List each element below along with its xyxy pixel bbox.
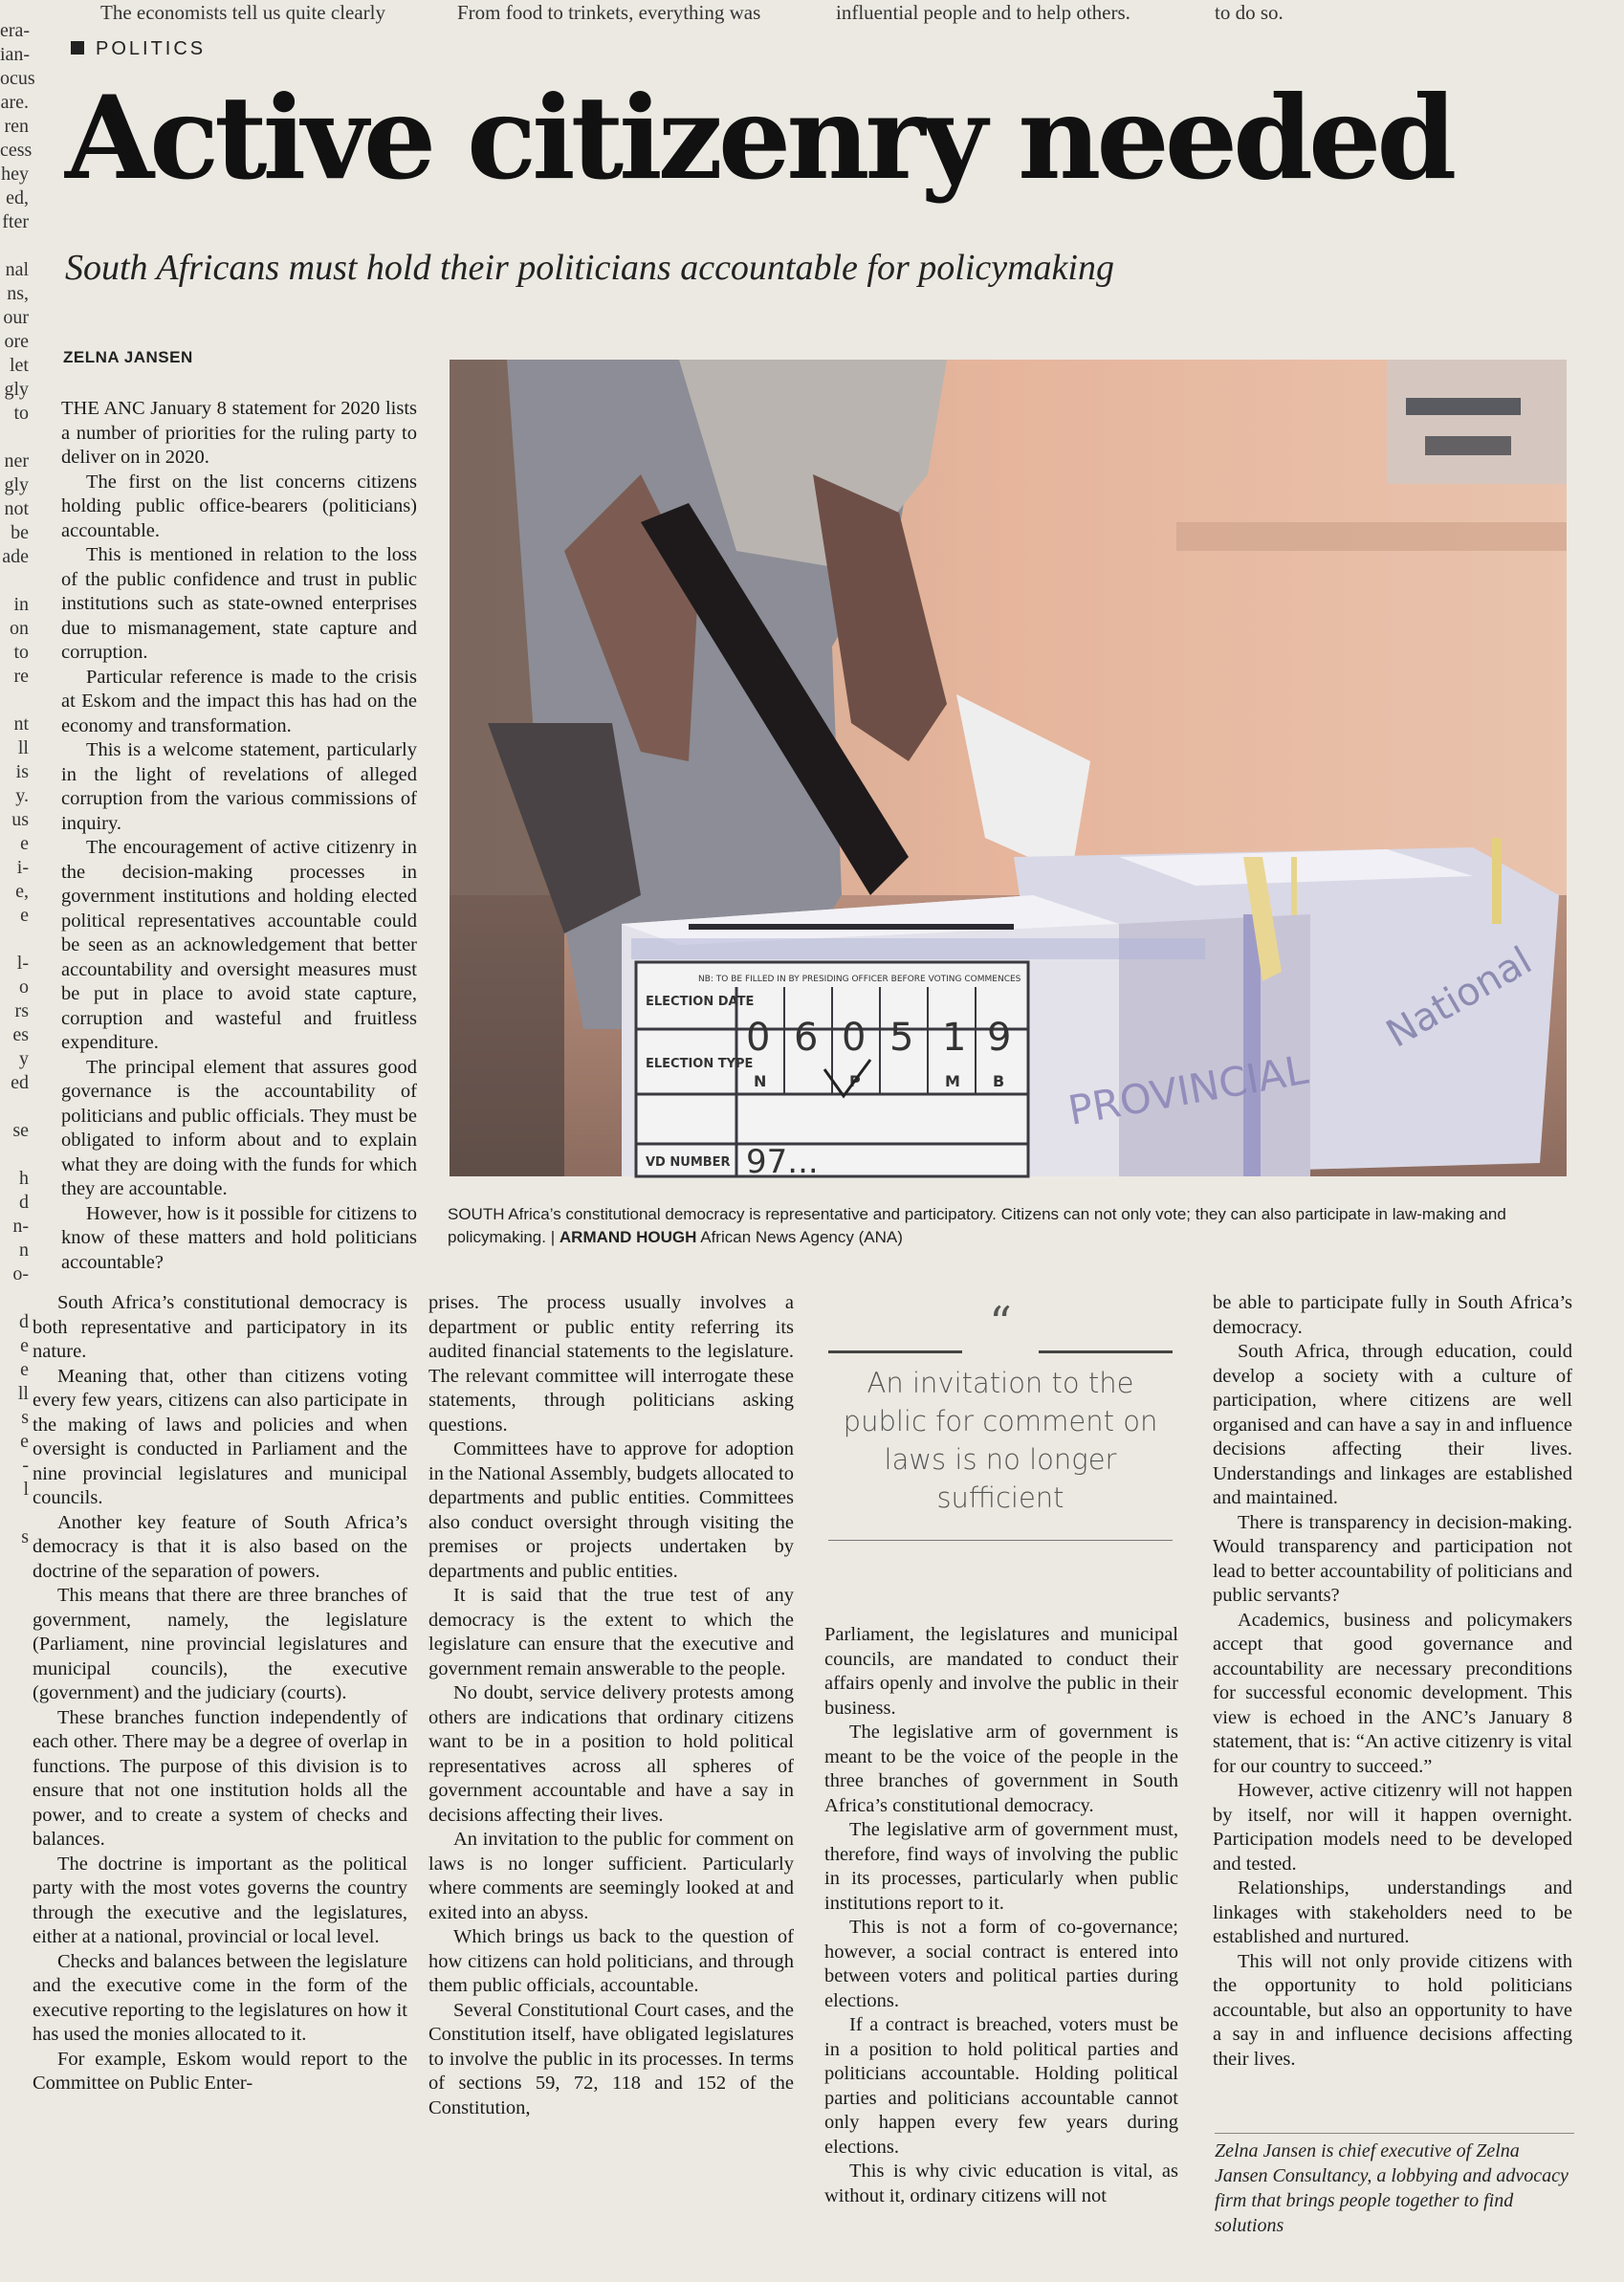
edge-fragment: us (11, 809, 29, 830)
body-paragraph: Checks and balances between the legislature and the executive come in the form of the executive reporting to the legislatures on how it has used the monies allocated to it. (33, 1950, 407, 2045)
edge-fragment: on (10, 618, 29, 639)
photo-national-text: National (1379, 938, 1540, 1057)
edge-fragment: nt (13, 713, 29, 735)
form-election-date-label: ELECTION DATE (646, 995, 755, 1009)
edge-fragment (0, 1645, 29, 1669)
body-paragraph: There is transparency in decision-making. Would transparency and participation not lead to better accountability of politicians and public servants? (1213, 1511, 1572, 1606)
prev-article-strip-col1: The economists tell us quite clearly (100, 1, 385, 24)
edge-fragment (0, 569, 29, 593)
edge-fragment (0, 1669, 29, 1693)
form-heading: NB: TO BE FILLED IN BY PRESIDING OFFICER BEFORE VOTING COMMENCES (698, 975, 1021, 984)
body-paragraph: The legislative arm of government must, therefore, find ways of involving the public in its processes, particularly when public institutions report to it. (824, 1819, 1178, 1914)
body-paragraph: This is not a form of co-governance; however, a social contract is entered into between voters and political parties during elections. (824, 1917, 1178, 2011)
edge-fragment: ren (4, 116, 29, 137)
article-column-1-lower (33, 1291, 407, 2096)
edge-fragment: nal (5, 259, 29, 280)
article-column-3 (824, 1623, 1178, 2208)
edge-fragment: o- (12, 1263, 29, 1284)
edge-fragment: fter (2, 211, 29, 232)
edge-fragment: re (13, 666, 29, 687)
body-paragraph: It is said that the true test of any democracy is the extent to which the legislature can ensure that the executive and government remain answerable to the people. (428, 1585, 794, 1679)
body-paragraph: This will not only provide citizens with the opportunity to hold politicians accountable, but also an opportunity to have a say in and influence decisions affecting their lives. (1213, 1950, 1572, 2070)
edge-fragment: l (23, 1479, 29, 1500)
edge-fragment: ed (11, 1072, 29, 1093)
section-label-text: POLITICS (96, 38, 207, 59)
caption-separator: | (550, 1228, 556, 1246)
byline: ZELNA JANSEN (63, 348, 193, 366)
edge-fragment: e (20, 833, 29, 854)
edge-fragment: d (19, 1192, 29, 1213)
headline: Active citizenry needed (65, 71, 1453, 206)
caption-agency: African News Agency (ANA) (700, 1228, 903, 1246)
bio-rule (1215, 2133, 1574, 2134)
body-paragraph: South Africa’s constitutional democracy is both representative and participatory in its nature. (33, 1292, 407, 1362)
left-edge-fragments (0, 19, 35, 1693)
edge-fragment: gly (4, 379, 29, 400)
form-date-digit: 0 (746, 1016, 771, 1060)
body-paragraph: This is why civic education is vital, as without it, ordinary citizens will not (824, 2161, 1178, 2206)
edge-fragment (0, 1549, 29, 1573)
prev-article-strip-col3: influential people and to help others. (836, 1, 1130, 24)
body-paragraph: However, how is it possible for citizens to know of these matters and hold politicians accountable? (61, 1202, 417, 1273)
edge-fragment: to (13, 403, 29, 424)
edge-fragment: ocus (0, 68, 35, 89)
form-type-letter: M (945, 1072, 960, 1090)
body-paragraph: Committees have to approve for adoption in the National Assembly, budgets allocated to departments and public entities. Committees also conduct oversight through visiting the premises or projects undertaken by departments and public entities. (428, 1438, 794, 1582)
edge-fragment: let (10, 355, 29, 376)
edge-fragment: y. (15, 785, 29, 806)
edge-fragment: hey (1, 164, 29, 185)
section-label (71, 38, 206, 60)
edge-fragment: cess (0, 140, 33, 161)
body-paragraph: If a contract is breached, voters must be in a position to hold political parties and politicians accountable. Holding political parties and politicians accountable cannot only happen every few years during elections. (824, 2014, 1178, 2158)
form-date-digit: 1 (942, 1016, 967, 1060)
body-paragraph: Which brings us back to the question of how citizens can hold politicians, and through them public officials, accountable. (428, 1926, 794, 1996)
body-paragraph: prises. The process usually involves a department or public entity referring its audited financial statements to the legislature. The relevant committee will interrogate these statements, through politicians asking questions. (428, 1292, 794, 1436)
form-vd-number-label: VD NUMBER (646, 1155, 731, 1170)
form-type-letter: B (993, 1072, 1005, 1090)
form-date-digit: 0 (842, 1016, 867, 1060)
body-paragraph: Parliament, the legislatures and municipal councils, are mandated to conduct their affairs openly and involve the public in their business. (824, 1624, 1178, 1719)
body-paragraph: These branches function independently of each other. There may be a degree of overlap in functions. The purpose of this division is to ensure that not one institution holds all the power, and to create a system of checks and balances. (33, 1706, 407, 1850)
edge-fragment (0, 689, 29, 713)
edge-fragment: rs (14, 1000, 29, 1021)
edge-fragment: s (21, 1526, 29, 1547)
photo-provincial-text: PROVINCIAL (1064, 1045, 1312, 1134)
edge-fragment (0, 426, 29, 450)
edge-fragment (0, 1573, 29, 1597)
edge-fragment: se (12, 1120, 29, 1141)
edge-fragment: d (19, 1311, 29, 1332)
body-paragraph: Academics, business and policymakers accept that good governance and accountability are necessary preconditions for successful economic development. This view is echoed in the ANC’s January 8 statement, that is: “An active citizenry is vital for our country to succeed.” (1213, 1609, 1572, 1777)
edge-fragment: to (13, 642, 29, 663)
body-paragraph: The doctrine is important as the political party with the most votes governs the country through the executive and the legislatures, either at a national, provincial or local level. (33, 1853, 407, 1947)
ballot-box-form (636, 962, 1028, 1181)
pull-quote-rule-left (828, 1350, 962, 1353)
body-paragraph: Several Constitutional Court cases, and the Constitution itself, have obligated legislatures to involve the public in its processes. In terms of sections 59, 72, 118 and 152 of the Constitution, (428, 1999, 794, 2118)
edge-fragment: - (22, 1455, 29, 1476)
body-paragraph: Another key feature of South Africa’s democracy is that it is also based on the doctrine of the separation of powers. (33, 1511, 407, 1582)
edge-fragment (0, 1143, 29, 1167)
form-type-letter: N (754, 1072, 767, 1090)
article-photo (450, 360, 1567, 1181)
pull-quote (828, 1297, 1173, 1541)
pull-quote-rule-right (1039, 1350, 1173, 1353)
edge-fragment: s (21, 1407, 29, 1428)
edge-fragment: is (15, 761, 29, 782)
edge-fragment: n- (12, 1216, 29, 1237)
body-paragraph: The principal element that assures good governance is the accountability of politicians and public officials. They must be obligated to inform about and to explain what they are doing with the funds for which they are accountable. (61, 1056, 417, 1199)
edge-fragment (0, 928, 29, 952)
form-vd-digits: 97... (746, 1143, 819, 1181)
body-paragraph: South Africa, through education, could develop a society with a culture of participation, where citizens are well organised and can have a say in and influence decisions affecting their lives. Understandings and linkages are established and maintained. (1213, 1341, 1572, 1508)
body-paragraph: No doubt, service delivery protests among others are indications that ordinary citizens want to be in a position to hold political representatives across all spheres of government accountable and have a say in decisions affecting their lives. (428, 1682, 794, 1826)
body-paragraph: The encouragement of active citizenry in the decision-making processes in government institutions and holding elected political representatives accountable could be seen as an acknowledgement that better accountability and oversight measures must be put in place to avoid state capture, corruption and wasteful and fruitless expenditure. (61, 837, 417, 1053)
article-column-4 (1213, 1291, 1572, 2072)
edge-fragment: n (19, 1240, 29, 1261)
subheadline: South Africans must hold their politicians accountable for policymaking (65, 248, 1114, 288)
pull-quote-text: An invitation to the public for comment on laws is no longer sufficient (843, 1367, 1158, 1514)
caption-credit: ARMAND HOUGH (559, 1228, 697, 1246)
body-paragraph: This means that there are three branches of government, namely, the legislature (Parliament, nine provincial legislatures and municipal councils), the executive (government) and the judiciary (courts). (33, 1585, 407, 1703)
edge-fragment: our (3, 307, 29, 328)
body-paragraph: This is mentioned in relation to the loss of the public confidence and trust in public institutions such as state-owned enterprises due to mismanagement, state capture and corruption. (61, 544, 417, 663)
edge-fragment: ll (17, 1383, 29, 1404)
edge-fragment (0, 1286, 29, 1310)
quote-mark-icon: “ (989, 1297, 1012, 1349)
prev-article-strip-col4: to do so. (1215, 1, 1284, 24)
edge-fragment: ian- (0, 44, 31, 65)
edge-fragment: l- (16, 953, 29, 974)
edge-fragment: era- (0, 20, 31, 41)
form-date-digit: 5 (889, 1016, 914, 1060)
body-paragraph: The legislative arm of government is meant to be the voice of the people in the three branches of government in South Africa’s constitutional democracy. (824, 1722, 1178, 1816)
section-square-icon (71, 41, 84, 55)
edge-fragment: y (19, 1048, 29, 1069)
body-paragraph: For example, Eskom would report to the Committee on Public Enter- (33, 2048, 407, 2094)
edge-fragment: e, (15, 881, 29, 902)
form-date-digit: 9 (987, 1016, 1012, 1060)
body-paragraph: Relationships, understandings and linkages with stakeholders need to be established and nurtured. (1213, 1877, 1572, 1947)
body-paragraph: THE ANC January 8 statement for 2020 lists a number of priorities for the ruling party to deliver on in 2020. (61, 398, 417, 468)
article-column-2 (428, 1291, 794, 2120)
body-paragraph: Meaning that, other than citizens voting every few years, citizens can also participate in the making of laws and policies and when oversight is conducted in Parliament and the nine provincial legislatures and municipal councils. (33, 1365, 407, 1508)
edge-fragment (0, 1095, 29, 1119)
edge-fragment: h (19, 1168, 29, 1189)
edge-fragment: be (11, 522, 29, 543)
edge-fragment: i- (16, 857, 29, 878)
article-column-1-upper (61, 397, 417, 1275)
form-date-digit: 6 (794, 1016, 819, 1060)
edge-fragment: not (4, 498, 29, 519)
edge-fragment: are. (0, 92, 29, 113)
edge-fragment: o (19, 976, 29, 998)
edge-fragment: ed, (6, 187, 29, 208)
body-paragraph: The first on the list concerns citizens holding public office-bearers (politicians) accountable. (61, 471, 417, 541)
edge-fragment: gly (4, 474, 29, 495)
caption-text: SOUTH Africa’s constitutional democracy is representative and participatory. Citizens can not only vote; they can also participate in law-making and policymaking. (448, 1205, 1506, 1246)
body-paragraph: be able to participate fully in South Africa’s democracy. (1213, 1292, 1572, 1338)
photo-caption (448, 1203, 1567, 1249)
edge-fragment (0, 1502, 29, 1525)
edge-fragment (0, 1597, 29, 1621)
body-paragraph: An invitation to the public for comment on laws is no longer sufficient. Particularly where comments are seemingly looked at and exited into an abyss. (428, 1829, 794, 1923)
edge-fragment: ner (4, 450, 29, 472)
author-bio: Zelna Jansen is chief executive of Zelna Jansen Consultancy, a lobbying and advocacy firm that brings people together to find solutions (1215, 2140, 1569, 2236)
edge-fragment: ore (4, 331, 29, 352)
edge-fragment: ade (2, 546, 29, 567)
form-election-type-label: ELECTION TYPE (646, 1057, 754, 1071)
form-type-letter: P (849, 1072, 861, 1090)
prev-article-strip-col2: From food to trinkets, everything was (457, 1, 761, 24)
pull-quote-bottom-rule (828, 1540, 1173, 1541)
edge-fragment: ns, (7, 283, 29, 304)
edge-fragment: ll (17, 737, 29, 758)
edge-fragment: e (20, 1335, 29, 1356)
edge-fragment: e (20, 1431, 29, 1452)
body-paragraph: This is a welcome statement, particularly in the light of revelations of alleged corruption from the various commissions of inquiry. (61, 739, 417, 834)
edge-fragment (0, 1621, 29, 1645)
body-paragraph: However, active citizenry will not happen by itself, nor will it happen overnight. Participation models need to be developed and tested. (1213, 1780, 1572, 1875)
edge-fragment: e (20, 905, 29, 926)
edge-fragment (0, 234, 29, 258)
edge-fragment: e (20, 1359, 29, 1380)
edge-fragment: in (13, 594, 29, 615)
body-paragraph: Particular reference is made to the crisis at Eskom and the impact this has had on the economy and transformation. (61, 666, 417, 736)
edge-fragment: es (12, 1024, 29, 1045)
